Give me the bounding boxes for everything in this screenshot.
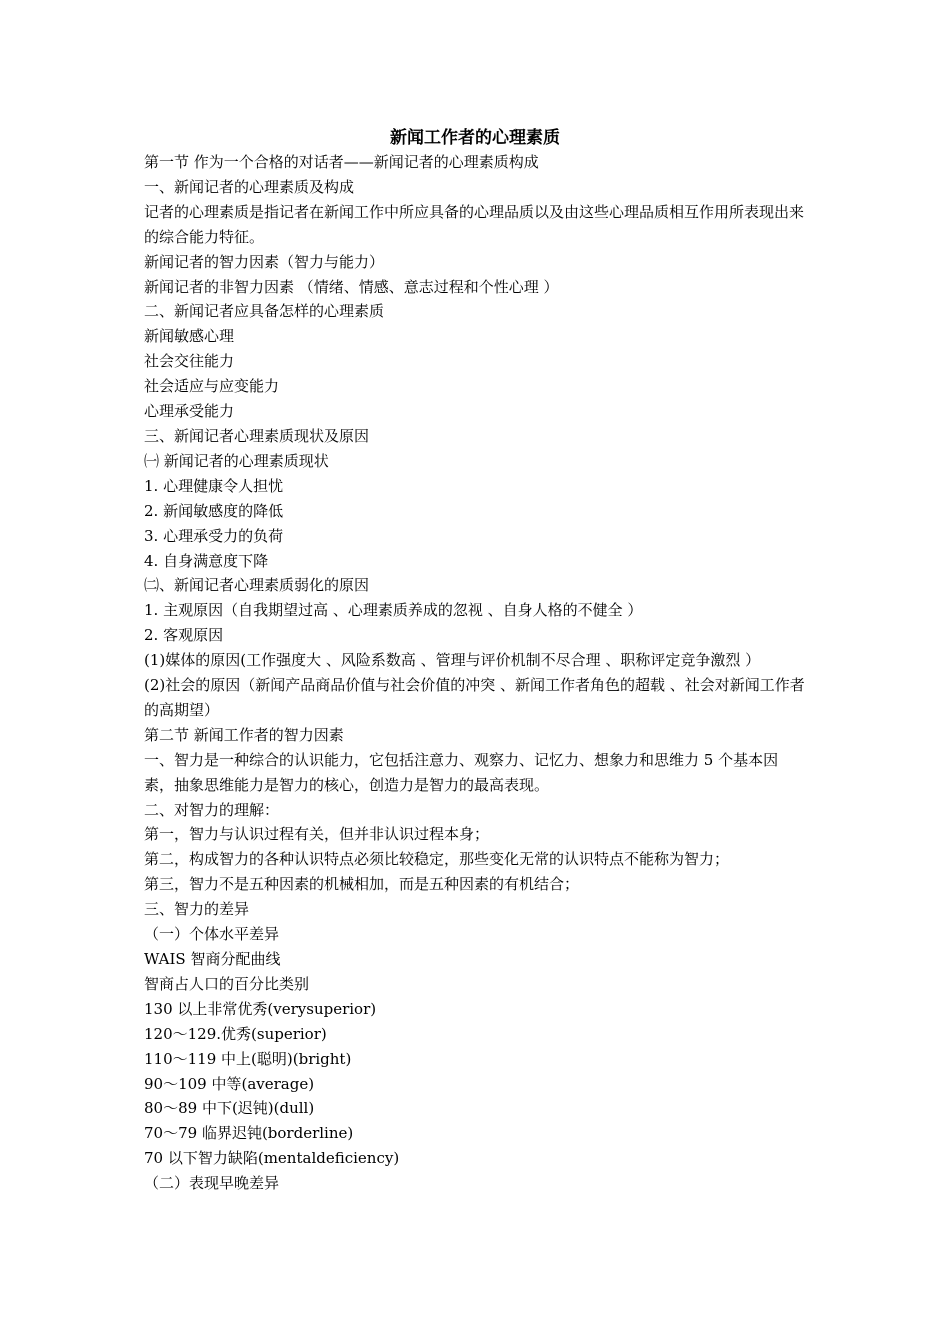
text-line: （二）表现早晚差异 xyxy=(144,1174,280,1193)
text-line: 2. 客观原因 xyxy=(144,626,224,645)
text-line: 3. 心理承受力的负荷 xyxy=(144,526,284,545)
text-line: （一）个体水平差异 xyxy=(144,925,280,944)
text-line: 90～109 中等(average) xyxy=(144,1074,315,1093)
text-line: 2. 新闻敏感度的降低 xyxy=(144,501,284,520)
text-line: 社会交往能力 xyxy=(144,352,235,371)
text-line: 二、对智力的理解： xyxy=(144,800,280,819)
text-line: 130 以上非常优秀(verysuperior) xyxy=(144,999,377,1018)
text-line: 70～79 临界迟钝(borderline) xyxy=(144,1124,354,1143)
text-line: 4. 自身满意度下降 xyxy=(144,551,269,570)
text-line: 记者的心理素质是指记者在新闻工作中所应具备的心理品质以及由这些心理品质相互作用所表现出来的综合能力特征。 xyxy=(144,202,805,246)
text-line: 第一，智力与认识过程有关，但并非认识过程本身； xyxy=(144,825,490,844)
text-line: 第一节 作为一个合格的对话者——新闻记者的心理素质构成 xyxy=(144,153,539,171)
text-line: WAIS 智商分配曲线 xyxy=(144,950,281,968)
text-line: ㈡、新闻记者心理素质弱化的原因 xyxy=(144,576,370,595)
text-line: 第二，构成智力的各种认识特点必须比较稳定，那些变化无常的认识特点不能称为智力； xyxy=(144,850,730,869)
text-line: 一、新闻记者的心理素质及构成 xyxy=(144,177,355,196)
text-line: 三、智力的差异 xyxy=(144,900,250,919)
text-line: 1. 心理健康令人担忧 xyxy=(144,476,284,495)
text-line: 1. 主观原因（自我期望过高 、心理素质养成的忽视 、自身人格的不健全 ） xyxy=(144,601,643,620)
text-line: 第二节 新闻工作者的智力因素 xyxy=(144,725,344,744)
text-line: 新闻记者的非智力因素 （情绪、情感、意志过程和个性心理 ） xyxy=(144,277,559,296)
text-line: ㈠ 新闻记者的心理素质现状 xyxy=(144,451,329,470)
text-line: 一、智力是一种综合的认识能力，它包括注意力、观察力、记忆力、想象力和思维力 5 个基本因素，抽象思维能力是智力的核心，创造力是智力的最高表现。 xyxy=(144,750,779,794)
document-body xyxy=(144,150,808,1196)
text-line: 70 以下智力缺陷(mentaldeficiency) xyxy=(144,1149,400,1168)
text-line: 心理承受能力 xyxy=(144,402,235,421)
text-line: 110～119 中上(聪明)(bright) xyxy=(144,1049,352,1068)
text-line: 社会适应与应变能力 xyxy=(144,377,280,396)
text-line: 第三，智力不是五种因素的机械相加，而是五种因素的有机结合； xyxy=(144,875,580,894)
text-line: 新闻记者的智力因素（智力与能力） xyxy=(144,252,385,271)
document-title: 新闻工作者的心理素质 xyxy=(390,128,560,148)
text-line: 新闻敏感心理 xyxy=(144,327,235,346)
text-line: 智商占人口的百分比类别 xyxy=(144,974,310,993)
text-line: (2)社会的原因（新闻产品商品价值与社会价值的冲突 、新闻工作者角色的超载 、社会对新闻工作者的高期望） xyxy=(144,676,805,719)
text-line: 三、新闻记者心理素质现状及原因 xyxy=(144,426,370,445)
text-line: 二、新闻记者应具备怎样的心理素质 xyxy=(144,302,385,321)
text-line: (1)媒体的原因(工作强度大 、风险系数高 、管理与评价机制不尽合理 、职称评定竞争激烈 ） xyxy=(144,651,761,670)
text-line: 120～129.优秀(superior) xyxy=(144,1024,327,1043)
text-line: 80～89 中下(迟钝)(dull) xyxy=(144,1099,315,1118)
